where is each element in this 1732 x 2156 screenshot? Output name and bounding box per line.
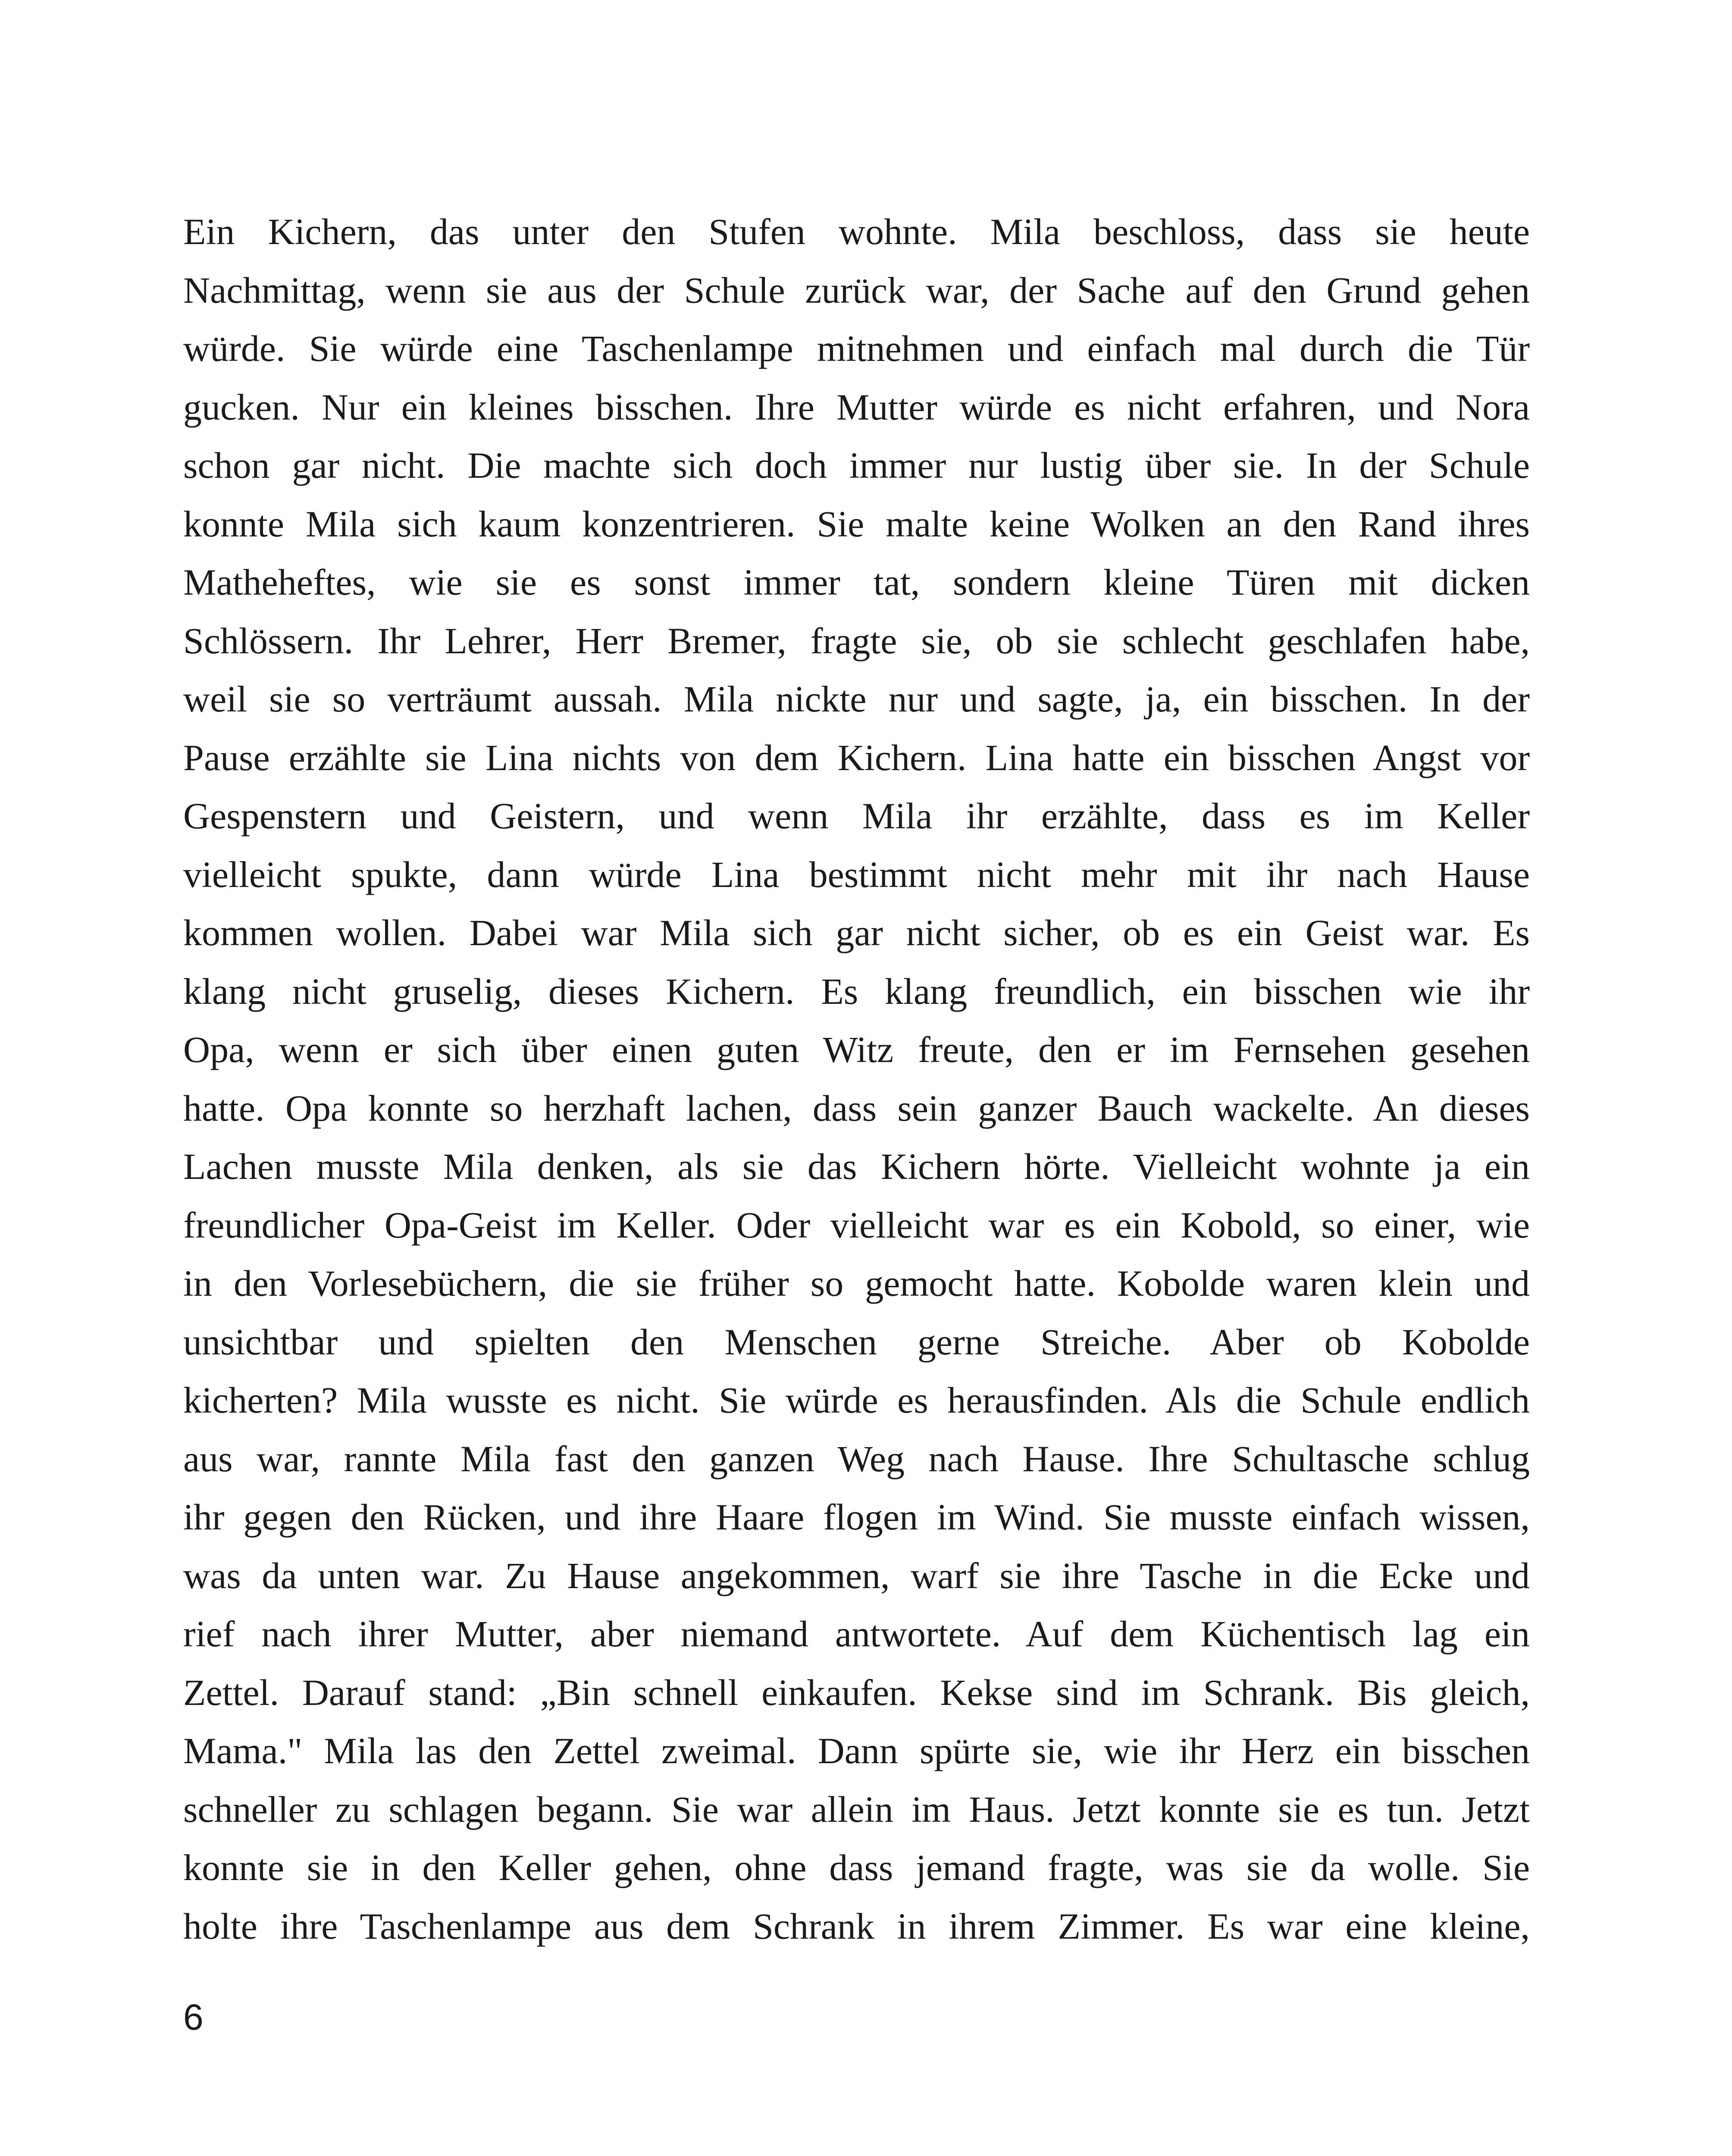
text-line: unsichtbar und spielten den Menschen gerne Streiche. Aber ob Kobolde: [183, 1321, 1530, 1363]
text-line: hatte. Opa konnte so herzhaft lachen, dass sein ganzer Bauch wackelte. An dieses: [183, 1087, 1530, 1129]
text-line: weil sie so verträumt aussah. Mila nickte nur und sagte, ja, ein bisschen. In der: [183, 678, 1530, 720]
text-line: Pause erzählte sie Lina nichts von dem Kichern. Lina hatte ein bisschen Angst vor: [183, 736, 1530, 778]
text-line: vielleicht spukte, dann würde Lina bestimmt nicht mehr mit ihr nach Hause: [183, 853, 1530, 895]
text-line: schon gar nicht. Die machte sich doch immer nur lustig über sie. In der Schule: [183, 445, 1530, 486]
text-line: Ein Kichern, das unter den Stufen wohnte. Mila beschloss, dass sie heute: [183, 211, 1530, 252]
text-line: aus war, rannte Mila fast den ganzen Weg nach Hause. Ihre Schultasche schlug: [183, 1438, 1530, 1479]
text-line: kommen wollen. Dabei war Mila sich gar nicht sicher, ob es ein Geist war. Es: [183, 912, 1530, 953]
body-paragraph: [183, 203, 1530, 1955]
text-line: holte ihre Taschenlampe aus dem Schrank in ihrem Zimmer. Es war eine kleine,: [183, 1905, 1530, 1947]
text-line: freundlicher Opa-Geist im Keller. Oder vielleicht war es ein Kobold, so einer, wie: [183, 1204, 1530, 1246]
text-line: kicherten? Mila wusste es nicht. Sie würde es herausfinden. Als die Schule endlich: [183, 1379, 1530, 1421]
text-line: Gespenstern und Geistern, und wenn Mila ihr erzählte, dass es im Keller: [183, 795, 1530, 837]
text-line: was da unten war. Zu Hause angekommen, warf sie ihre Tasche in die Ecke und: [183, 1554, 1530, 1596]
page-number: 6: [183, 1997, 204, 2037]
text-line: konnte sie in den Keller gehen, ohne dass jemand fragte, was sie da wolle. Sie: [183, 1847, 1530, 1888]
text-line: würde. Sie würde eine Taschenlampe mitnehmen und einfach mal durch die Tür: [183, 328, 1530, 369]
text-line: gucken. Nur ein kleines bisschen. Ihre Mutter würde es nicht erfahren, und Nora: [183, 386, 1530, 428]
text-line: Zettel. Darauf stand: „Bin schnell einkaufen. Kekse sind im Schrank. Bis gleich,: [183, 1671, 1530, 1713]
text-line: rief nach ihrer Mutter, aber niemand antwortete. Auf dem Küchentisch lag ein: [183, 1613, 1530, 1655]
text-line: ihr gegen den Rücken, und ihre Haare flogen im Wind. Sie musste einfach wissen,: [183, 1496, 1530, 1538]
text-line: klang nicht gruselig, dieses Kichern. Es klang freundlich, ein bisschen wie ihr: [183, 970, 1530, 1012]
text-line: konnte Mila sich kaum konzentrieren. Sie malte keine Wolken an den Rand ihres: [183, 503, 1530, 545]
text-line: in den Vorlesebüchern, die sie früher so gemocht hatte. Kobolde waren klein und: [183, 1263, 1530, 1304]
text-line: Mama." Mila las den Zettel zweimal. Dann spürte sie, wie ihr Herz ein bisschen: [183, 1730, 1530, 1771]
text-line: Nachmittag, wenn sie aus der Schule zurück war, der Sache auf den Grund gehen: [183, 269, 1530, 311]
text-line: Lachen musste Mila denken, als sie das Kichern hörte. Vielleicht wohnte ja ein: [183, 1146, 1530, 1187]
text-line: schneller zu schlagen begann. Sie war allein im Haus. Jetzt konnte sie es tun. Jetzt: [183, 1788, 1530, 1830]
text-line: Matheheftes, wie sie es sonst immer tat, sondern kleine Türen mit dicken: [183, 561, 1530, 603]
text-line: Opa, wenn er sich über einen guten Witz freute, den er im Fernsehen gesehen: [183, 1029, 1530, 1070]
text-line: Schlössern. Ihr Lehrer, Herr Bremer, fragte sie, ob sie schlecht geschlafen habe,: [183, 620, 1530, 661]
